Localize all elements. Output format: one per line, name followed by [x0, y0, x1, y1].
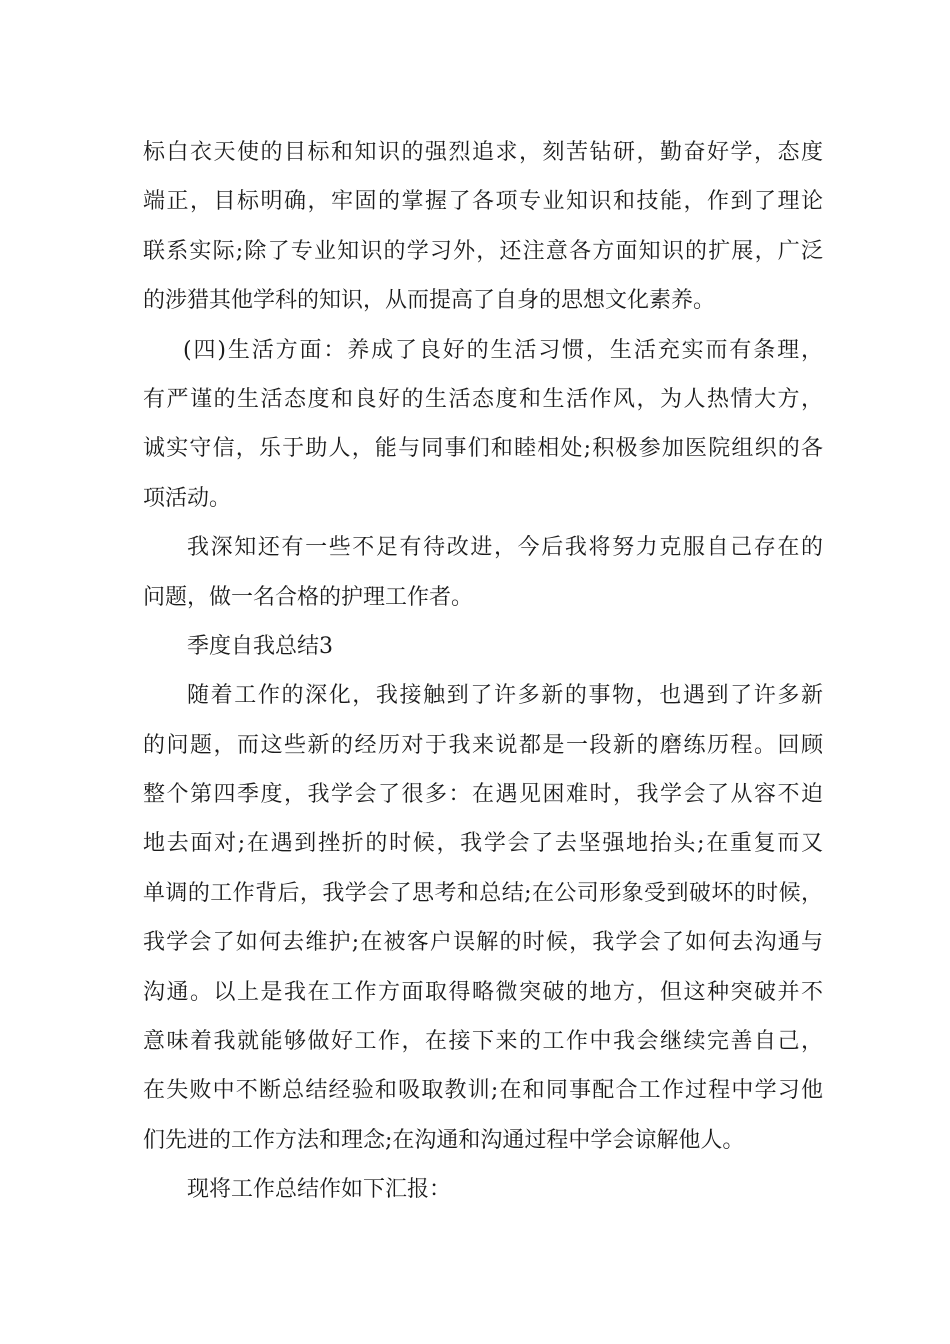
- text-line: 我学会了如何去维护;在被客户误解的时候，我学会了如何去沟通与: [143, 930, 823, 956]
- text-line: 整个第四季度，我学会了很多：在遇见困难时，我学会了从容不迫: [143, 782, 823, 808]
- text-line: 在失败中不断总结经验和吸取教训;在和同事配合工作过程中学习他: [143, 1078, 823, 1104]
- text-line: 项活动。: [143, 485, 232, 511]
- text-line: 端正，目标明确，牢固的掌握了各项专业知识和技能，作到了理论: [143, 189, 823, 215]
- text-line: 问题，做一名合格的护理工作者。: [143, 584, 474, 610]
- text-line: 地去面对;在遇到挫折的时候，我学会了去坚强地抬头;在重复而又: [143, 831, 823, 857]
- paragraph-start-line: (四)生活方面：养成了良好的生活习惯，生活充实而有条理，: [183, 337, 823, 363]
- text-line: 沟通。以上是我在工作方面取得略微突破的地方，但这种突破并不: [143, 979, 823, 1005]
- paragraph-start-line: 我深知还有一些不足有待改进，今后我将努力克服自己存在的: [187, 535, 823, 561]
- text-line: 联系实际;除了专业知识的学习外，还注意各方面知识的扩展，广泛: [143, 238, 823, 264]
- text-line: 的涉猎其他学科的知识，从而提高了自身的思想文化素养。: [143, 288, 716, 314]
- paragraph-start-line: 现将工作总结作如下汇报：: [187, 1177, 452, 1203]
- text-line: 意味着我就能够做好工作，在接下来的工作中我会继续完善自己，: [143, 1029, 823, 1055]
- text-line: 的问题，而这些新的经历对于我来说都是一段新的磨练历程。回顾: [143, 732, 823, 758]
- section-heading: 季度自我总结3: [187, 633, 333, 659]
- text-line: 有严谨的生活态度和良好的生活态度和生活作风，为人热情大方，: [143, 386, 823, 412]
- text-line: 诚实守信，乐于助人，能与同事们和睦相处;积极参加医院组织的各: [143, 436, 823, 462]
- text-line: 单调的工作背后，我学会了思考和总结;在公司形象受到破坏的时候，: [143, 880, 823, 906]
- paragraph-start-line: 随着工作的深化，我接触到了许多新的事物，也遇到了许多新: [187, 683, 823, 709]
- text-line: 们先进的工作方法和理念;在沟通和沟通过程中学会谅解他人。: [143, 1127, 745, 1153]
- text-line: 标白衣天使的目标和知识的强烈追求，刻苦钻研，勤奋好学，态度: [143, 140, 823, 165]
- document-body: [143, 128, 823, 1215]
